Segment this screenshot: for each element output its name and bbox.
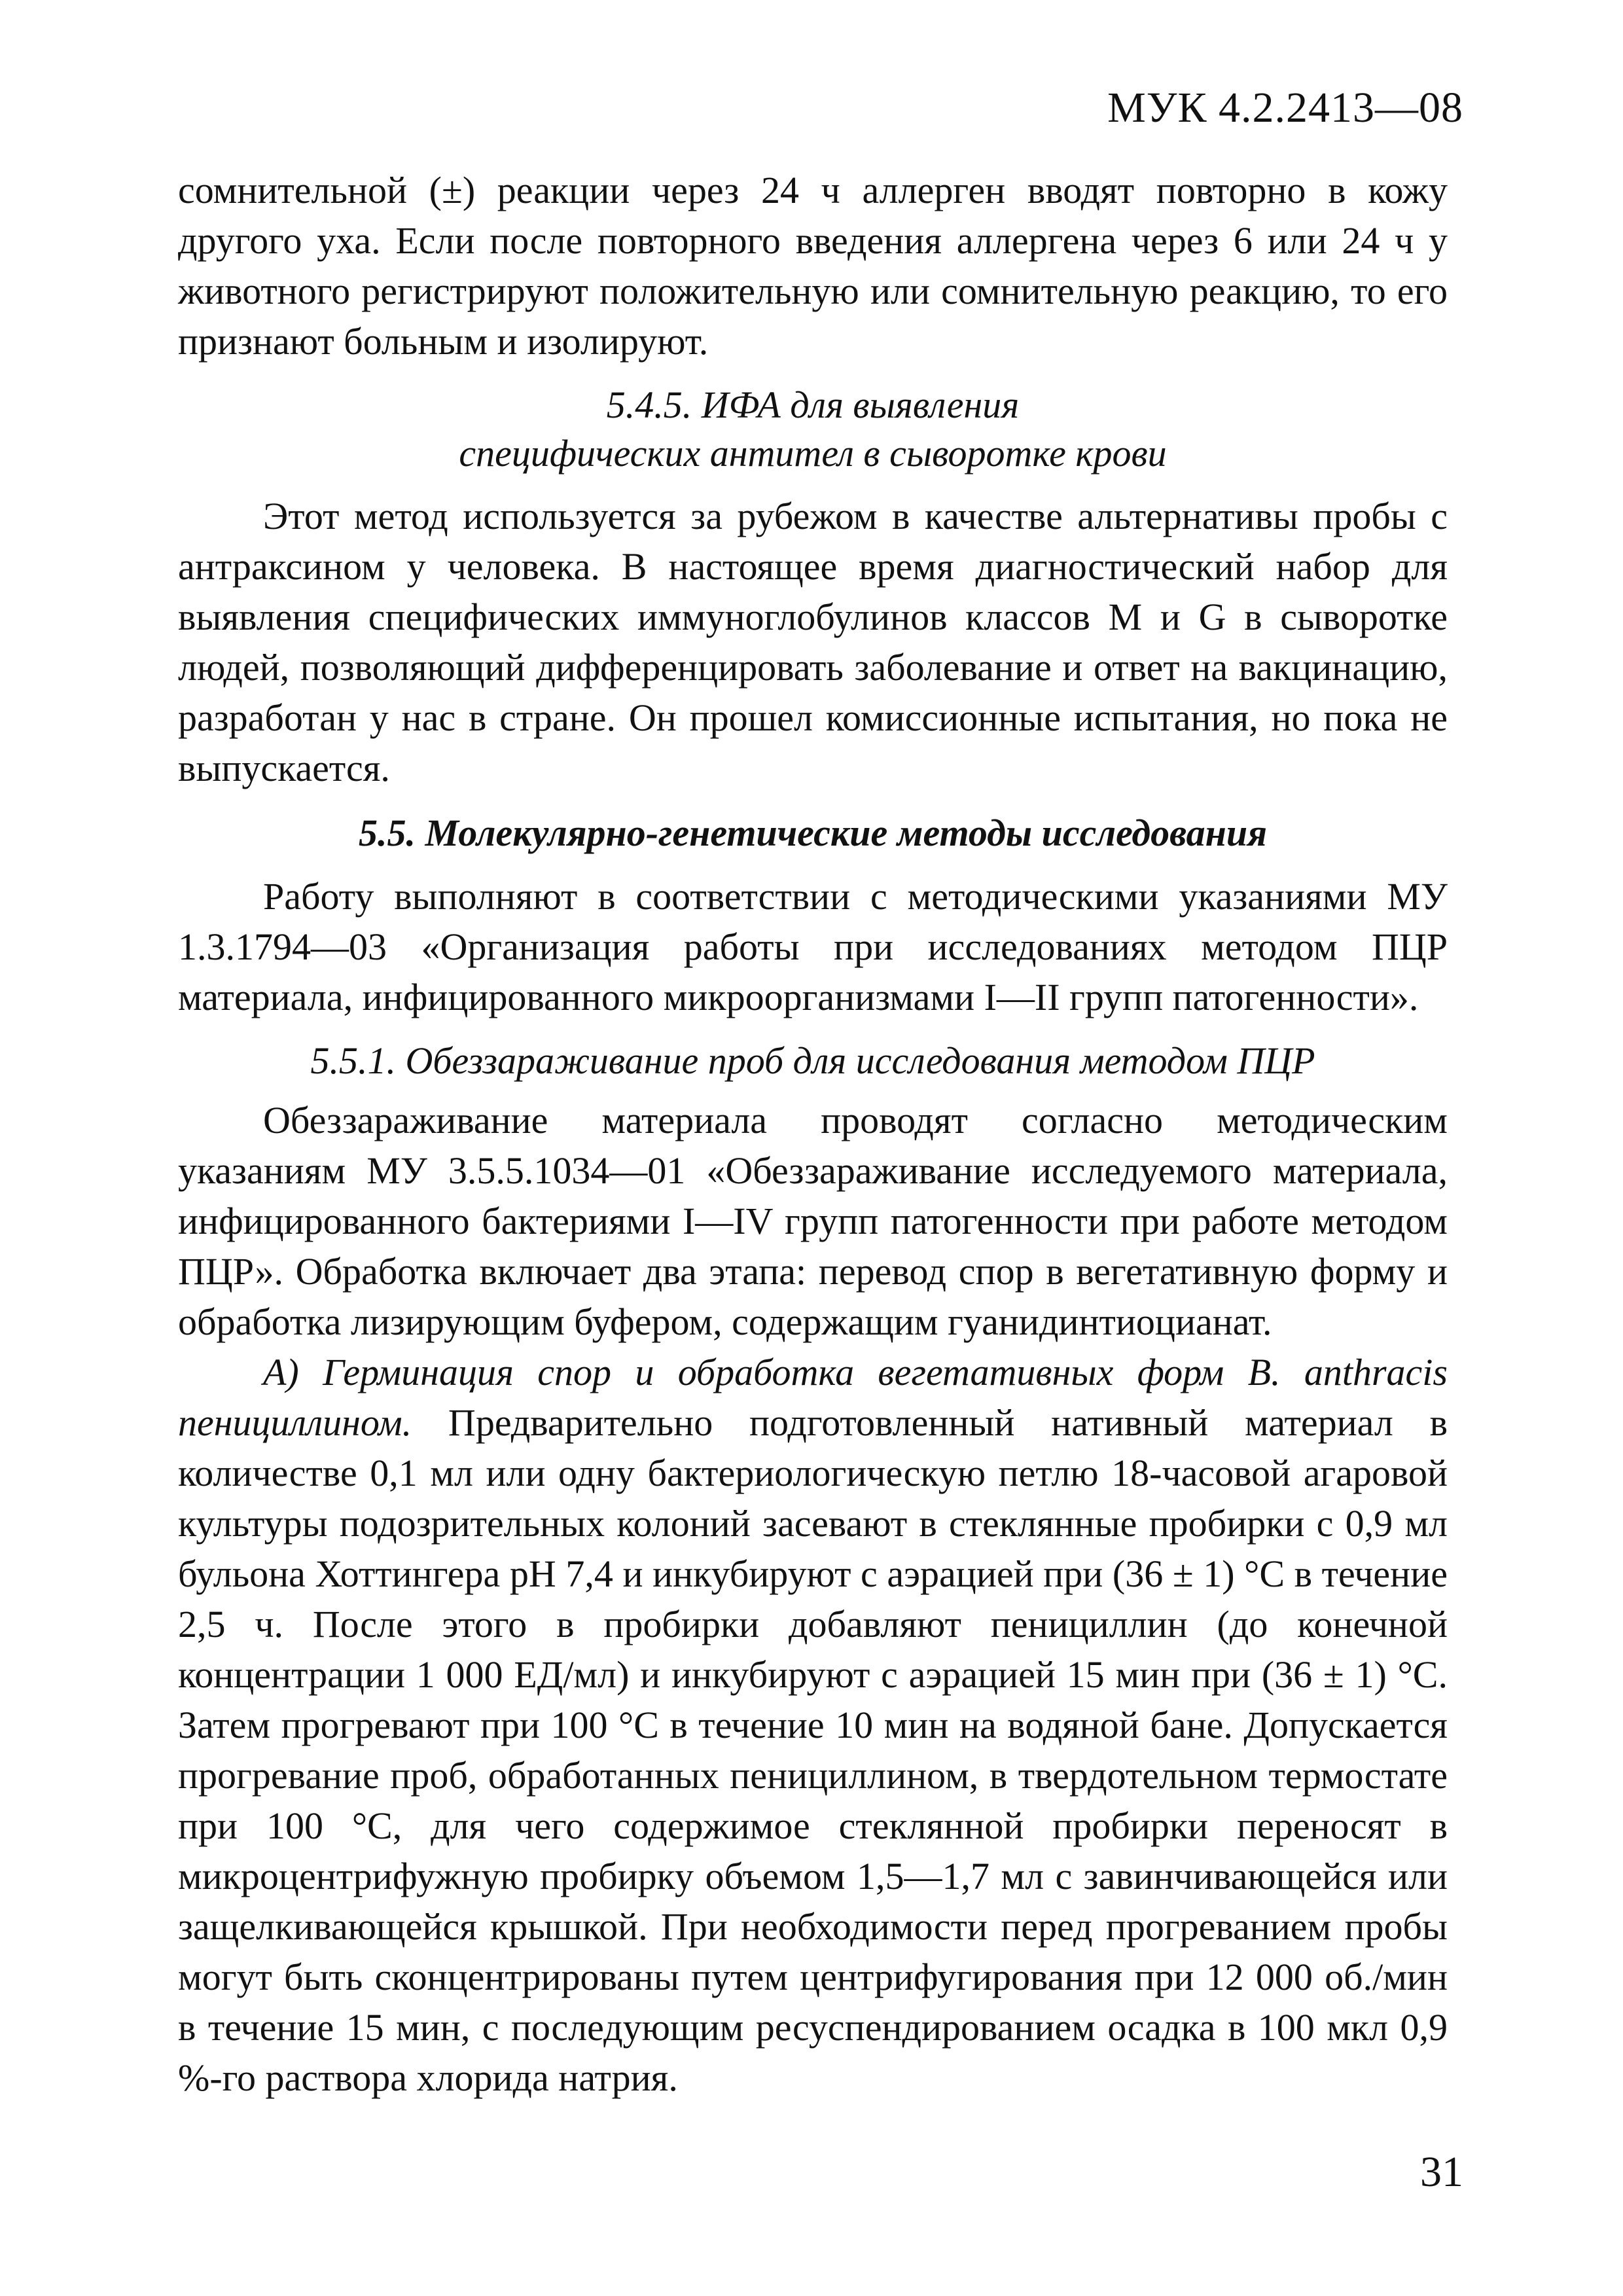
document-code-header: МУК 4.2.2413—08 xyxy=(1107,84,1463,132)
page-number: 31 xyxy=(1420,2148,1463,2196)
heading-5-5: 5.5. Молекулярно-генетические методы исследования xyxy=(358,812,1268,854)
paragraph-decontamination: Обеззараживание материала проводят согласно методическим указаниям МУ 3.5.5.1034—01 «Обеззараживание исследуемого материала, инфицированного бактериями I—IV групп патогенности при работе методом ПЦР». Обработка включает два этапа: перевод спор в вегетативную форму и обработка лизирующим буфером, содержащим гуанидинтиоцианат. xyxy=(178,1099,1448,1343)
paragraph-germination-body: Предварительно подготовленный нативный материал в количестве 0,1 мл или одну бактериологическую петлю 18-часовой агаровой культуры подозрительных колоний засевают в стеклянные пробирки с 0,9 мл бульона Хоттингера pH 7,4 и инкубируют с аэрацией при (36 ± 1) °С в течение 2,5 ч. После этого в пробирки добавляют пенициллин (до конечной концентрации 1 000 ЕД/мл) и инкубируют с аэрацией 15 мин при (36 ± 1) °С. Затем прогревают при 100 °С в течение 10 мин на водяной бане. Допускается прогревание проб, обработанных пенициллином, в твердотельном термостате при 100 °С, для чего содержимое стеклянной пробирки переносят в микроцентрифужную пробирку объемом 1,5—1,7 мл с завинчивающейся или защелкивающейся крышкой. При необходимости перед прогреванием пробы могут быть сконцентрированы путем центрифугирования при 12 000 об./мин в течение 15 мин, с последующим ресуспендированием осадка в 100 мкл 0,9 %-го раствора хлорида натрия. xyxy=(178,1401,1448,2099)
paragraph-ifa-method: Этот метод используется за рубежом в качестве альтернативы пробы с антраксином у человека. В настоящее время диагностический набор для выявления специфических иммуноглобулинов классов M и G в сыворотке людей, позволяющий дифференцировать заболевание и ответ на вакцинацию, разработан у нас в стране. Он прошел комиссионные испытания, но пока не выпускается. xyxy=(178,495,1448,789)
paragraph-germination-lead: А) Герминация спор и обработка вегетативных форм B. anthracis пенициллином. xyxy=(178,1351,1448,1444)
heading-5-4-5 xyxy=(178,381,1448,478)
heading-5-5-1: 5.5.1. Обеззараживание проб для исследования методом ПЦР xyxy=(310,1039,1315,1082)
paragraph-molecular-methods: Работу выполняют в соответствии с методическими указаниями МУ 1.3.1794—03 «Организация работы при исследованиях методом ПЦР материала, инфицированного микроорганизмами I—II групп патогенности». xyxy=(178,875,1448,1018)
paragraph-continuation: сомнительной (±) реакции через 24 ч аллерген вводят повторно в кожу другого уха. Если после повторного введения аллергена через 6 или 24 ч у животного регистрируют положительную или сомнительную реакцию, то его признают больным и изолируют. xyxy=(178,169,1448,363)
page-body xyxy=(178,165,1448,2103)
heading-5-4-5-line-1: 5.4.5. ИФА для выявления xyxy=(606,384,1020,426)
heading-5-4-5-line-2: специфических антител в сыворотке крови xyxy=(459,432,1167,475)
paragraph-germination xyxy=(178,1347,1448,2103)
